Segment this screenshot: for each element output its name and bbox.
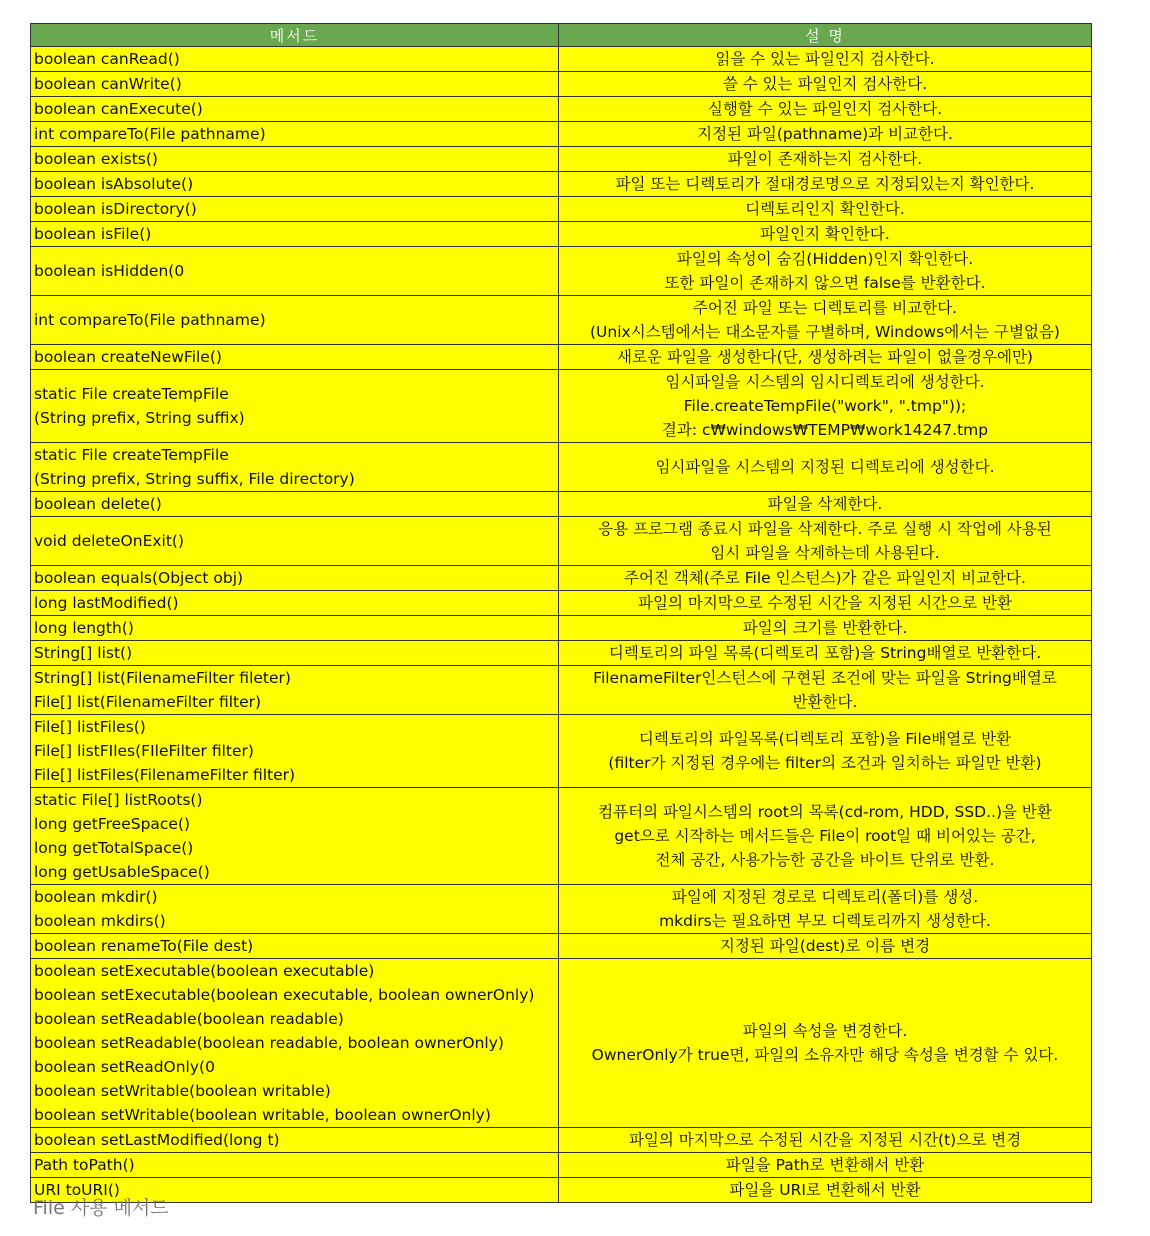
- method-cell: [31, 222, 559, 247]
- table-row: [31, 666, 1092, 715]
- method-signature: (String prefix, String suffix): [34, 409, 245, 427]
- table-row: [31, 1128, 1092, 1153]
- description-text: get으로 시작하는 메서드들은 File이 root일 때 비어있는 공간,: [614, 827, 1036, 845]
- method-signature: boolean isHidden(0: [34, 262, 185, 280]
- table-row: [31, 934, 1092, 959]
- method-signature: boolean renameTo(File dest): [34, 937, 254, 955]
- method-cell: [31, 666, 559, 715]
- method-signature: boolean setWritable(boolean writable): [34, 1082, 331, 1100]
- method-cell: [31, 788, 559, 885]
- table-body: [31, 47, 1092, 1203]
- method-signature: static File createTempFile: [34, 385, 229, 403]
- header-description: 설 명: [559, 24, 1092, 47]
- description-cell: [559, 197, 1092, 222]
- method-cell: [31, 296, 559, 345]
- description-text: 컴퓨터의 파일시스템의 root의 목록(cd-rom, HDD, SSD..)을 반환: [598, 803, 1052, 821]
- method-cell: [31, 345, 559, 370]
- method-signature: void deleteOnExit(): [34, 532, 185, 550]
- method-signature: long getFreeSpace(): [34, 815, 191, 833]
- description-cell: [559, 172, 1092, 197]
- description-cell: [559, 97, 1092, 122]
- description-cell: [559, 566, 1092, 591]
- table-row: [31, 885, 1092, 934]
- description-text: 전체 공간, 사용가능한 공간을 바이트 단위로 반환.: [655, 851, 995, 869]
- method-signature: URI toURI(): [34, 1181, 120, 1199]
- table-header-row: [31, 24, 1092, 47]
- method-signature: boolean mkdirs(): [34, 912, 166, 930]
- table-row: [31, 122, 1092, 147]
- method-signature: boolean isFile(): [34, 225, 152, 243]
- method-cell: [31, 591, 559, 616]
- description-text: 쓸 수 있는 파일인지 검사한다.: [722, 75, 928, 93]
- description-text: (filter가 지정된 경우에는 filter의 조건과 일치하는 파일만 반환): [608, 754, 1042, 772]
- table-caption: File 사용 메서드: [33, 1197, 169, 1219]
- description-text: 임시파일을 시스템의 임시디렉토리에 생성한다.: [665, 373, 985, 391]
- table-row: [31, 247, 1092, 296]
- method-cell: [31, 247, 559, 296]
- method-signature: int compareTo(File pathname): [34, 311, 266, 329]
- description-cell: [559, 147, 1092, 172]
- method-cell: [31, 641, 559, 666]
- method-cell: [31, 370, 559, 443]
- description-text: File.createTempFile("work", ".tmp"));: [683, 397, 967, 415]
- description-cell: [559, 641, 1092, 666]
- description-text: 지정된 파일(dest)로 이름 변경: [719, 937, 931, 955]
- table-row: [31, 591, 1092, 616]
- method-signature: boolean exists(): [34, 150, 158, 168]
- table-row: [31, 492, 1092, 517]
- table-row: [31, 47, 1092, 72]
- method-cell: [31, 885, 559, 934]
- description-text: 또한 파일이 존재하지 않으면 false를 반환한다.: [664, 274, 986, 292]
- method-signature: (String prefix, String suffix, File directory): [34, 470, 355, 488]
- method-signature: boolean setReadable(boolean readable, boolean ownerOnly): [34, 1034, 504, 1052]
- method-cell: [31, 147, 559, 172]
- description-cell: [559, 1128, 1092, 1153]
- description-text: 임시파일을 시스템의 지정된 디렉토리에 생성한다.: [655, 458, 995, 476]
- description-text: 파일 또는 디렉토리가 절대경로명으로 지정되있는지 확인한다.: [615, 175, 1035, 193]
- table-row: [31, 345, 1092, 370]
- method-signature: long lastModified(): [34, 594, 179, 612]
- method-signature: boolean createNewFile(): [34, 348, 222, 366]
- method-cell: [31, 47, 559, 72]
- method-cell: [31, 517, 559, 566]
- table-row: [31, 72, 1092, 97]
- method-cell: [31, 72, 559, 97]
- description-cell: [559, 345, 1092, 370]
- method-signature: static File createTempFile: [34, 446, 229, 464]
- method-signature: long getUsableSpace(): [34, 863, 210, 881]
- description-cell: [559, 885, 1092, 934]
- description-text: 파일에 지정된 경로로 디렉토리(폴더)를 생성.: [671, 888, 979, 906]
- method-signature: boolean setLastModified(long t): [34, 1131, 280, 1149]
- table-row: [31, 172, 1092, 197]
- description-cell: [559, 591, 1092, 616]
- method-signature: int compareTo(File pathname): [34, 125, 266, 143]
- method-signature: Path toPath(): [34, 1156, 135, 1174]
- method-cell: [31, 122, 559, 147]
- table-row: [31, 566, 1092, 591]
- method-signature: long length(): [34, 619, 134, 637]
- method-cell: [31, 197, 559, 222]
- description-text: (Unix시스템에서는 대소문자를 구별하며, Windows에서는 구별없음): [590, 323, 1060, 341]
- description-text: 실행할 수 있는 파일인지 검사한다.: [707, 100, 943, 118]
- table-row: [31, 788, 1092, 885]
- description-cell: [559, 492, 1092, 517]
- method-signature: boolean setWritable(boolean writable, boolean ownerOnly): [34, 1106, 491, 1124]
- description-text: 디렉토리의 파일목록(디렉토리 포함)을 File배열로 반환: [638, 730, 1012, 748]
- description-text: 파일을 URI로 변환해서 반환: [729, 1181, 921, 1199]
- description-cell: [559, 1153, 1092, 1178]
- file-methods-table: [30, 23, 1092, 1203]
- method-signature: boolean equals(Object obj): [34, 569, 244, 587]
- description-text: 파일의 마지막으로 수정된 시간을 지정된 시간으로 반환: [638, 594, 1012, 612]
- description-cell: [559, 443, 1092, 492]
- description-text: 파일이 존재하는지 검사한다.: [727, 150, 923, 168]
- description-text: 주어진 객체(주로 File 인스턴스)가 같은 파일인지 비교한다.: [624, 569, 1026, 587]
- method-signature: static File[] listRoots(): [34, 791, 203, 809]
- description-text: 반환한다.: [792, 693, 858, 711]
- table-row: [31, 296, 1092, 345]
- description-cell: [559, 517, 1092, 566]
- method-signature: boolean setExecutable(boolean executable): [34, 962, 375, 980]
- table-row: [31, 959, 1092, 1128]
- description-cell: [559, 616, 1092, 641]
- table-row: [31, 517, 1092, 566]
- method-signature: boolean setReadable(boolean readable): [34, 1010, 344, 1028]
- description-cell: [559, 72, 1092, 97]
- method-cell: [31, 97, 559, 122]
- description-text: 디렉토리의 파일 목록(디렉토리 포함)을 String배열로 반환한다.: [608, 644, 1042, 662]
- description-text: 읽을 수 있는 파일인지 검사한다.: [715, 50, 935, 68]
- description-text: FilenameFilter인스턴스에 구현된 조건에 맞는 파일을 String배열로: [593, 669, 1057, 687]
- description-text: mkdirs는 필요하면 부모 디렉토리까지 생성한다.: [659, 912, 991, 930]
- description-cell: [559, 666, 1092, 715]
- method-signature: File[] listFIles(FIleFilter filter): [34, 742, 254, 760]
- table-row: [31, 370, 1092, 443]
- description-text: 지정된 파일(pathname)과 비교한다.: [697, 125, 953, 143]
- method-cell: [31, 715, 559, 788]
- method-cell: [31, 443, 559, 492]
- description-text: 파일의 크기를 반환한다.: [742, 619, 908, 637]
- description-text: 결과: c₩windows₩TEMP₩work14247.tmp: [661, 421, 989, 439]
- table-row: [31, 1153, 1092, 1178]
- table-row: [31, 641, 1092, 666]
- description-cell: [559, 934, 1092, 959]
- method-signature: long getTotalSpace(): [34, 839, 194, 857]
- description-cell: [559, 296, 1092, 345]
- method-signature: boolean canWrite(): [34, 75, 182, 93]
- description-text: 파일을 삭제한다.: [767, 495, 883, 513]
- method-cell: [31, 566, 559, 591]
- method-cell: [31, 934, 559, 959]
- table-row: [31, 715, 1092, 788]
- description-text: OwnerOnly가 true면, 파일의 소유자만 해당 속성을 변경할 수 있다.: [591, 1046, 1059, 1064]
- method-signature: String[] list(): [34, 644, 133, 662]
- description-text: 파일의 속성을 변경한다.: [742, 1022, 908, 1040]
- description-text: 파일인지 확인한다.: [760, 225, 890, 243]
- description-cell: [559, 959, 1092, 1128]
- method-signature: boolean mkdir(): [34, 888, 158, 906]
- method-signature: boolean setExecutable(boolean executable, boolean ownerOnly): [34, 986, 535, 1004]
- description-text: 파일의 마지막으로 수정된 시간을 지정된 시간(t)으로 변경: [628, 1131, 1022, 1149]
- description-text: 파일을 Path로 변환해서 반환: [725, 1156, 925, 1174]
- table-row: [31, 97, 1092, 122]
- header-method: 메서드: [31, 24, 559, 47]
- method-cell: [31, 172, 559, 197]
- method-signature: File[] listFiles(): [34, 718, 146, 736]
- method-signature: boolean isDirectory(): [34, 200, 197, 218]
- method-signature: boolean canExecute(): [34, 100, 203, 118]
- description-text: 새로운 파일을 생성한다(단, 생성하려는 파일이 없을경우에만): [617, 348, 1033, 366]
- description-cell: [559, 222, 1092, 247]
- table-row: [31, 616, 1092, 641]
- method-cell: [31, 1153, 559, 1178]
- method-cell: [31, 959, 559, 1128]
- method-signature: File[] listFiles(FilenameFilter filter): [34, 766, 296, 784]
- description-text: 임시 파일을 삭제하는데 사용된다.: [710, 544, 940, 562]
- table-row: [31, 443, 1092, 492]
- method-cell: [31, 616, 559, 641]
- table-row: [31, 197, 1092, 222]
- description-cell: [559, 247, 1092, 296]
- method-signature: boolean setReadOnly(0: [34, 1058, 215, 1076]
- description-cell: [559, 788, 1092, 885]
- table-row: [31, 147, 1092, 172]
- description-cell: [559, 715, 1092, 788]
- method-signature: File[] list(FilenameFilter filter): [34, 693, 262, 711]
- method-cell: [31, 1128, 559, 1153]
- method-signature: boolean canRead(): [34, 50, 180, 68]
- description-text: 파일의 속성이 숨김(Hidden)인지 확인한다.: [676, 250, 974, 268]
- description-cell: [559, 370, 1092, 443]
- description-text: 응용 프로그램 종료시 파일을 삭제한다. 주로 실행 시 작업에 사용된: [598, 520, 1052, 538]
- method-signature: String[] list(FilenameFilter fileter): [34, 669, 291, 687]
- description-text: 주어진 파일 또는 디렉토리를 비교한다.: [692, 299, 958, 317]
- method-signature: boolean isAbsolute(): [34, 175, 194, 193]
- file-methods-table-container: [30, 23, 1091, 1203]
- table-row: [31, 1178, 1092, 1203]
- description-text: 디렉토리인지 확인한다.: [745, 200, 905, 218]
- description-cell: [559, 47, 1092, 72]
- table-row: [31, 222, 1092, 247]
- method-signature: boolean delete(): [34, 495, 162, 513]
- description-cell: [559, 122, 1092, 147]
- method-cell: [31, 492, 559, 517]
- description-cell: [559, 1178, 1092, 1203]
